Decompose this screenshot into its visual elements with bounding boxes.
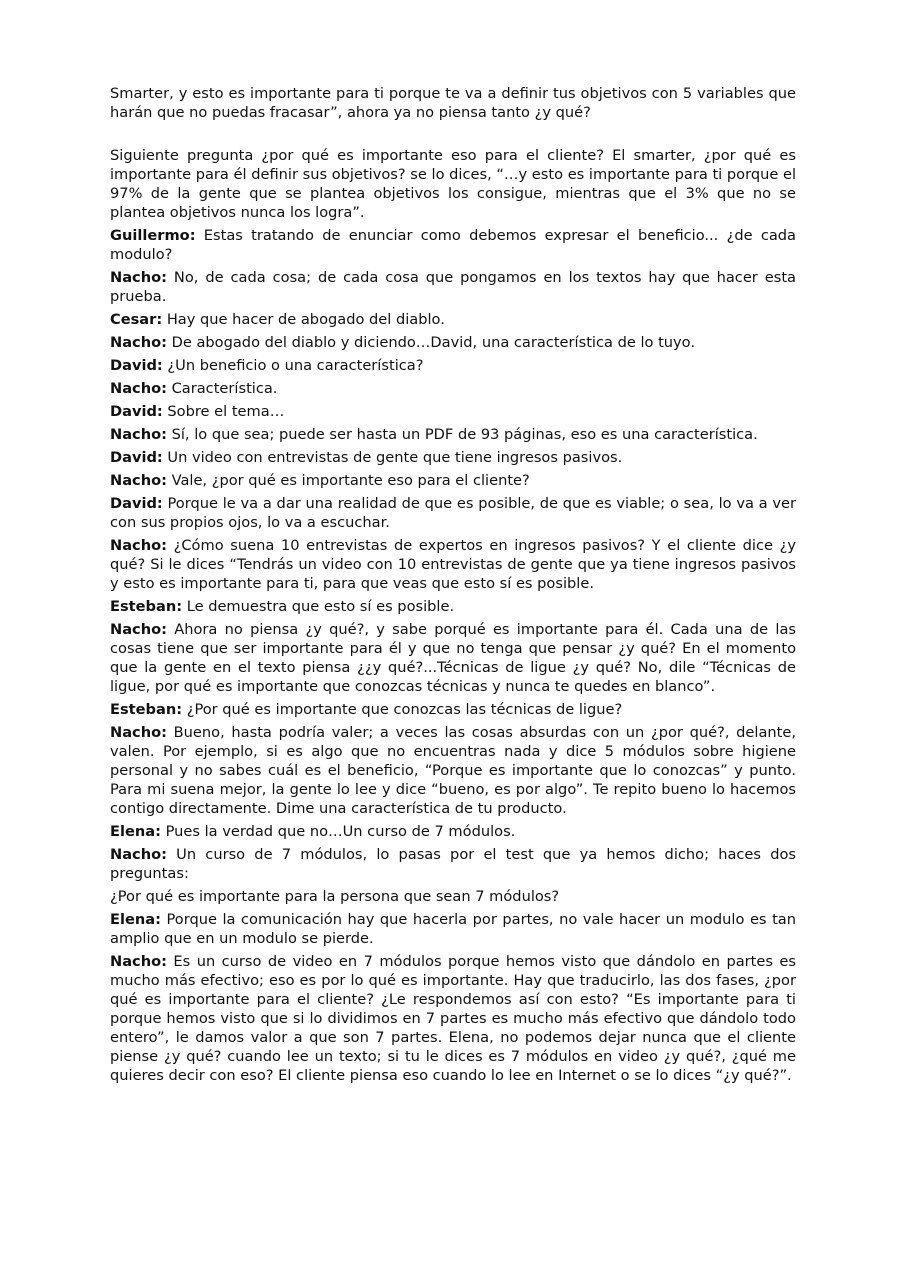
paragraph: [110, 845, 796, 883]
speaker-name: David:: [110, 403, 163, 420]
paragraph-text: ¿Cómo suena 10 entrevistas de expertos en ingresos pasivos? Y el cliente dice ¿y qué? Si le dices “Tendrás un video con 10 entrevistas de gente que ya tiene ingresos pasivos y esto es importante para ti, para que veas que esto sí es posible.: [110, 537, 796, 592]
speaker-name: David:: [110, 495, 163, 512]
speaker-name: Nacho:: [110, 269, 167, 286]
paragraph-text: Hay que hacer de abogado del diablo.: [162, 311, 445, 328]
paragraph: [110, 723, 796, 818]
paragraph-text: Vale, ¿por qué es importante eso para el cliente?: [166, 472, 530, 489]
speaker-name: Elena:: [110, 823, 161, 840]
paragraph: [110, 268, 796, 306]
speaker-name: Esteban:: [110, 598, 183, 615]
speaker-name: David:: [110, 357, 163, 374]
paragraph-text: Porque le va a dar una realidad de que es posible, de que es viable; o sea, lo va a ver con sus propios ojos, lo va a escuchar.: [110, 495, 796, 531]
paragraph-text: De abogado del diablo y diciendo…David, una característica de lo tuyo.: [166, 334, 695, 351]
speaker-name: David:: [110, 449, 163, 466]
paragraph: [110, 494, 796, 532]
paragraph-text: Un curso de 7 módulos, lo pasas por el test que ya hemos dicho; haces dos preguntas:: [110, 846, 796, 882]
speaker-name: Nacho:: [110, 953, 167, 970]
paragraph-text: Sí, lo que sea; puede ser hasta un PDF de 93 páginas, eso es una característica.: [166, 426, 758, 443]
paragraph: [110, 226, 796, 264]
speaker-name: Nacho:: [110, 846, 167, 863]
paragraph: [110, 952, 796, 1085]
paragraph: [110, 310, 796, 329]
speaker-name: Nacho:: [110, 537, 167, 554]
paragraph: [110, 146, 796, 222]
speaker-name: Esteban:: [110, 701, 183, 718]
paragraph: [110, 356, 796, 375]
paragraph-text: Característica.: [166, 380, 278, 397]
paragraph-text: Ahora no piensa ¿y qué?, y sabe porqué es importante para él. Cada una de las cosas tiene que ser importante para él y que no tenga que pensar ¿y qué? En el momento que la gente en el texto piensa ¿¿y qué?...Técnicas de ligue ¿y qué? No, dile “Técnicas de ligue, por qué es importante que conozcas técnicas y nunca te quedes en blanco”.: [110, 621, 796, 695]
paragraph: [110, 597, 796, 616]
speaker-name: Guillermo:: [110, 227, 196, 244]
paragraph: [110, 333, 796, 352]
paragraph-text: Siguiente pregunta ¿por qué es importante eso para el cliente? El smarter, ¿por qué es importante para él definir sus objetivos? se lo dices, “…y esto es importante para ti porque el 97% de la gente que se plantea objetivos los consigue, mientras que el 3% que no se plantea objetivos nunca los logra”.: [110, 147, 796, 221]
speaker-name: Elena:: [110, 911, 161, 928]
speaker-name: Nacho:: [110, 426, 167, 443]
paragraph-text: ¿Por qué es importante para la persona que sean 7 módulos?: [110, 888, 560, 905]
speaker-name: Nacho:: [110, 334, 167, 351]
paragraph: [110, 379, 796, 398]
paragraph: [110, 822, 796, 841]
speaker-name: Nacho:: [110, 724, 167, 741]
paragraph-text: Pues la verdad que no…Un curso de 7 módulos.: [160, 823, 516, 840]
paragraph: [110, 448, 796, 467]
speaker-name: Nacho:: [110, 380, 167, 397]
speaker-name: Nacho:: [110, 472, 167, 489]
paragraph-text: ¿Un beneficio o una característica?: [162, 357, 424, 374]
paragraph-text: Es un curso de video en 7 módulos porque hemos visto que dándolo en partes es mucho más efectivo; eso es por lo qué es importante. Hay que traducirlo, las dos fases, ¿por qué es importante para el cliente? ¿Le respondemos así con esto? “Es importante para ti porque hemos visto que si lo dividimos en 7 partes es mucho más efectivo que dándolo todo entero”, le damos valor a que son 7 partes. Elena, no podemos dejar nunca que el cliente piense ¿y qué? cuando lee un texto; si tu le dices es 7 módulos en video ¿y qué?, ¿qué me quieres decir con eso? El cliente piensa eso cuando lo lee en Internet o se lo dices “¿y qué?”.: [110, 953, 796, 1084]
paragraph: [110, 620, 796, 696]
document-page: [110, 84, 796, 1089]
paragraph: [110, 910, 796, 948]
paragraph-text: Bueno, hasta podría valer; a veces las cosas absurdas con un ¿por qué?, delante, valen. Por ejemplo, si es algo que no encuentras nada y dice 5 módulos sobre higiene personal y no sabes cuál es el beneficio, “Porque es importante que lo conozcas” y punto. Para mi suena mejor, la gente lo lee y dice “bueno, es por algo”. Te repito bueno lo hacemos contigo directamente. Dime una característica de tu producto.: [110, 724, 796, 817]
paragraph-text: Porque la comunicación hay que hacerla por partes, no vale hacer un modulo es tan amplio que en un modulo se pierde.: [110, 911, 796, 947]
paragraph: [110, 887, 796, 906]
paragraph: [110, 471, 796, 490]
paragraph: [110, 84, 796, 122]
paragraph: [110, 700, 796, 719]
paragraph-text: Un video con entrevistas de gente que tiene ingresos pasivos.: [162, 449, 623, 466]
paragraph: [110, 536, 796, 593]
paragraph-text: Smarter, y esto es importante para ti porque te va a definir tus objetivos con 5 variables que harán que no puedas fracasar”, ahora ya no piensa tanto ¿y qué?: [110, 85, 796, 121]
paragraph-text: Le demuestra que esto sí es posible.: [182, 598, 455, 615]
speaker-name: Cesar:: [110, 311, 163, 328]
paragraph: [110, 402, 796, 421]
paragraph-text: ¿Por qué es importante que conozcas las técnicas de ligue?: [182, 701, 623, 718]
paragraph-text: No, de cada cosa; de cada cosa que pongamos en los textos hay que hacer esta prueba.: [110, 269, 796, 305]
paragraph-text: Sobre el tema…: [162, 403, 285, 420]
paragraph: [110, 425, 796, 444]
paragraph-text: Estas tratando de enunciar como debemos expresar el beneficio... ¿de cada modulo?: [110, 227, 796, 263]
speaker-name: Nacho:: [110, 621, 167, 638]
